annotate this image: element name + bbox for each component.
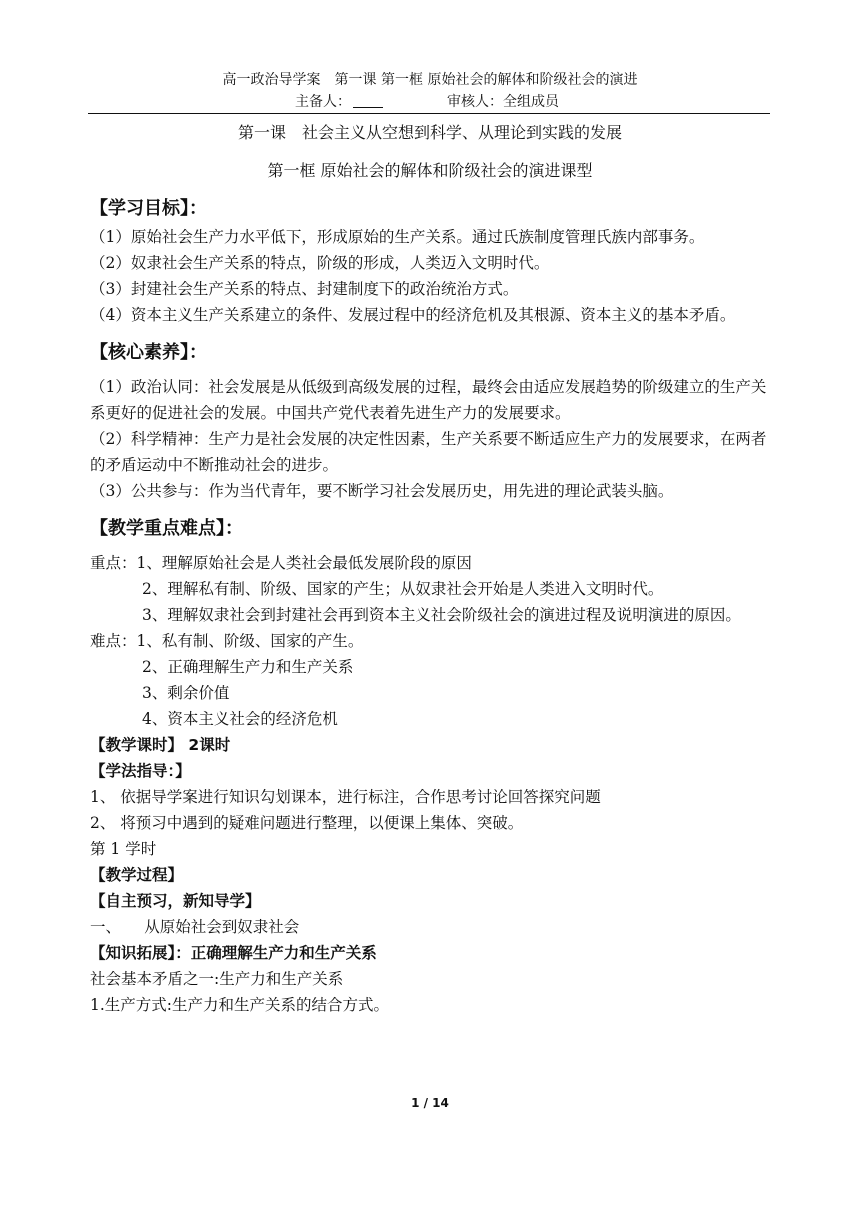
- process-heading: 【教学过程】: [90, 866, 184, 884]
- extension-item: 社会基本矛盾之一:生产力和生产关系: [90, 970, 344, 988]
- period-label: 第 1 学时: [90, 840, 157, 858]
- extension-heading: 【知识拓展】：正确理解生产力和生产关系: [90, 944, 377, 962]
- header-title: 高一政治导学案 第一课 第一框 原始社会的解体和阶级社会的演进: [222, 72, 638, 88]
- literacy-item: （3）公共参与：作为当代青年，要不断学习社会发展历史，用先进的理论武装头脑。: [90, 482, 674, 500]
- goal-item: （3）封建社会生产关系的特点、封建制度下的政治统治方式。: [90, 280, 519, 298]
- keypoints-heading: 【教学重点难点】：: [90, 518, 243, 539]
- page-number: 1 / 14: [411, 1096, 449, 1110]
- section-one: 一、 从原始社会到奴隶社会: [90, 918, 300, 936]
- preparer-label: 主备人：: [295, 94, 351, 110]
- frame-title: 第一框 原始社会的解体和阶级社会的演进课型: [267, 161, 593, 180]
- difficult-item: 4、资本主义社会的经济危机: [142, 710, 338, 728]
- method-heading: 【学法指导：】: [90, 762, 191, 780]
- focus-item: 重点：1、理解原始社会是人类社会最低发展阶段的原因: [90, 554, 472, 572]
- hours-value: 2课时: [183, 736, 231, 754]
- method-item: 1、 依据导学案进行知识勾划课本，进行标注，合作思考讨论回答探究问题: [90, 788, 601, 806]
- reviewer-label: 审核人：全组成员: [447, 94, 559, 110]
- focus-item: 2、理解私有制、阶级、国家的产生；从奴隶社会开始是人类进入文明时代。: [142, 580, 664, 598]
- difficult-item: 难点：1、私有制、阶级、国家的产生。: [90, 632, 364, 650]
- literacy-item: （1）政治认同：社会发展是从低级到高级发展的过程，最终会由适应发展趋势的阶级建立的生产关系更好的促进社会的发展。中国共产党代表着先进生产力的发展要求。: [90, 378, 767, 422]
- header-rule: [88, 113, 770, 114]
- goal-item: （2）奴隶社会生产关系的特点，阶级的形成，人类迈入文明时代。: [90, 254, 550, 272]
- lesson-title: 第一课 社会主义从空想到科学、从理论到实践的发展: [237, 123, 622, 142]
- hours-label: 【教学课时】: [90, 736, 184, 754]
- hours-line: [90, 732, 772, 758]
- difficult-item: 2、正确理解生产力和生产关系: [142, 658, 354, 676]
- literacy-heading: 【核心素养】：: [90, 342, 207, 363]
- spacer: [90, 328, 772, 338]
- extension-item: 1.生产方式:生产力和生产关系的结合方式。: [90, 996, 390, 1014]
- document-body: [90, 194, 772, 1018]
- header-staff: [295, 92, 559, 112]
- preparer-blank: [353, 93, 383, 108]
- focus-item: 3、理解奴隶社会到封建社会再到资本主义社会阶级社会的演进过程及说明演进的原因。: [142, 606, 741, 624]
- goals-heading: 【学习目标】：: [90, 198, 207, 219]
- goal-item: （4）资本主义生产关系建立的条件、发展过程中的经济危机及其根源、资本主义的基本矛盾。: [90, 306, 736, 324]
- goal-item: （1）原始社会生产力水平低下，形成原始的生产关系。通过氏族制度管理氏族内部事务。: [90, 228, 705, 246]
- literacy-item: （2）科学精神：生产力是社会发展的决定性因素，生产关系要不断适应生产力的发展要求，在两者的矛盾运动中不断推动社会的进步。: [90, 430, 767, 474]
- preview-heading: 【自主预习，新知导学】: [90, 892, 261, 910]
- method-item: 2、 将预习中遇到的疑难问题进行整理，以便课上集体、突破。: [90, 814, 524, 832]
- difficult-item: 3、剩余价值: [142, 684, 230, 702]
- spacer: [90, 504, 772, 514]
